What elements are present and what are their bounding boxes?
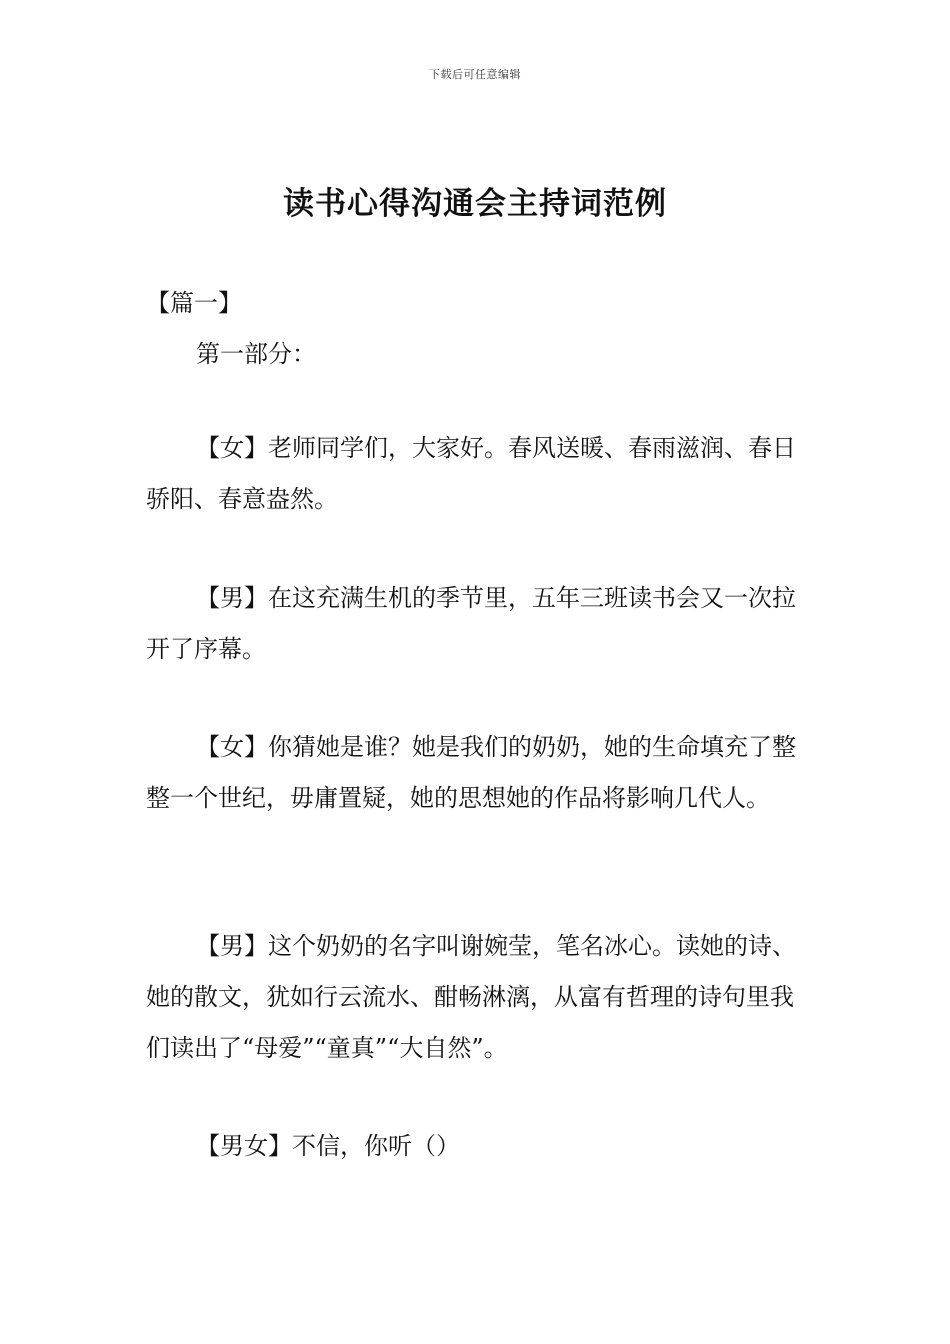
- dialogue-paragraph-3: 【女】你猜她是谁？她是我们的奶奶，她的生命填充了整整一个世纪，毋庸置疑，她的思想她的作品将影响几代人。: [146, 733, 796, 812]
- section-label: 【篇一】: [146, 289, 242, 317]
- document-title: 读书心得沟通会主持词范例: [283, 186, 667, 222]
- header-note: 下载后可任意编辑: [429, 68, 521, 81]
- dialogue-paragraph-1: 【女】老师同学们，大家好。春风送暖、春雨滋润、春日骄阳、春意盎然。: [146, 434, 796, 513]
- dialogue-paragraph-2: 【男】在这充满生机的季节里，五年三班读书会又一次拉开了序幕。: [146, 584, 796, 663]
- dialogue-paragraph-4: 【男】这个奶奶的名字叫谢婉莹，笔名冰心。读她的诗、她的散文，犹如行云流水、酣畅淋漓，从富有哲理的诗句里我们读出了“母爱”“童真”“大自然”。: [146, 932, 796, 1062]
- dialogue-paragraph-5: 【男女】不信，你听（）: [196, 1132, 460, 1160]
- part-label: 第一部分：: [196, 340, 316, 368]
